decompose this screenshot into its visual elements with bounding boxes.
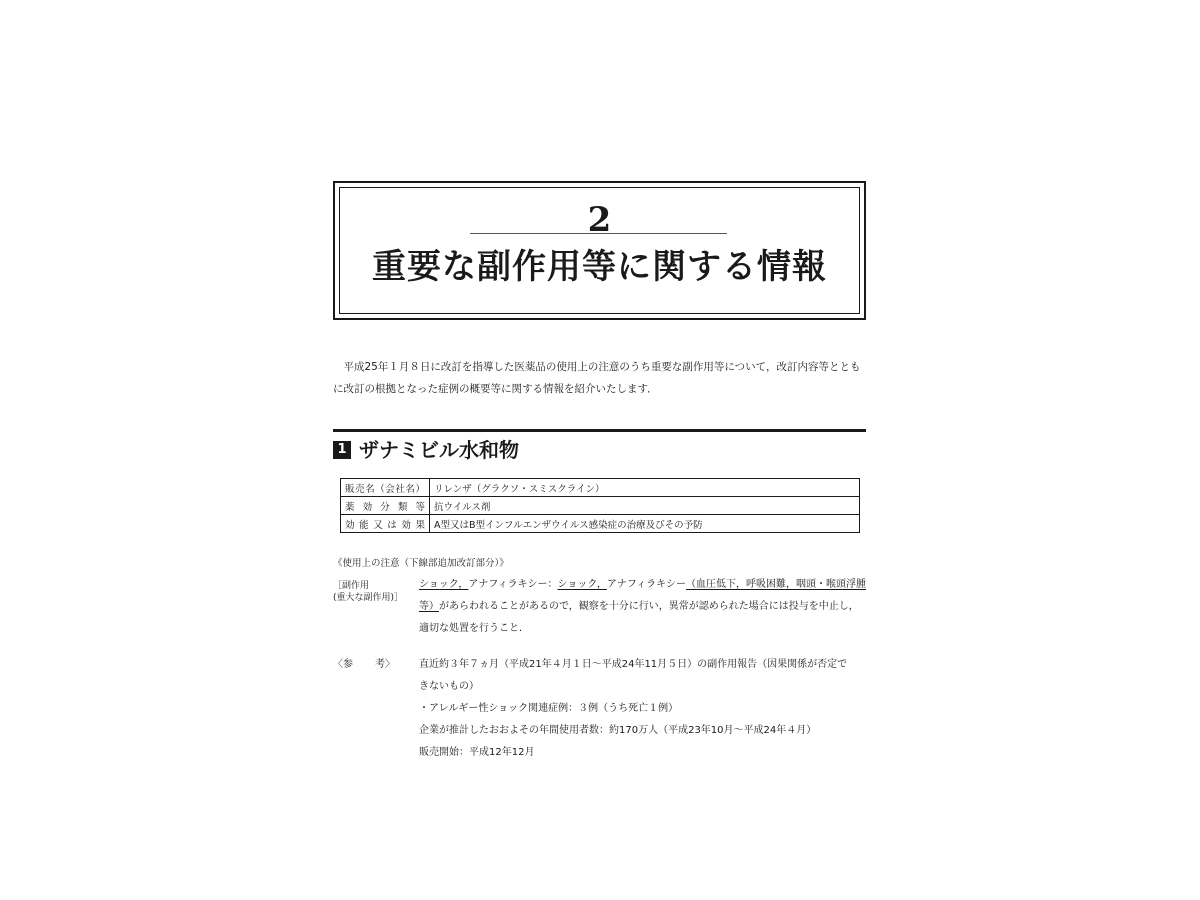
drug-info-table <box>340 478 860 533</box>
chapter-title-inner-border <box>339 187 860 314</box>
chapter-divider <box>470 233 727 234</box>
chapter-title-box <box>333 181 866 320</box>
side-effect-label <box>333 580 403 604</box>
reference-label <box>333 654 395 676</box>
underlined-text: （血圧低下，呼吸困難，咽頭・喉頭浮腫等） <box>419 579 867 612</box>
precautions-title: 《使用上の注意（下線部追加改訂部分）》 <box>333 558 509 569</box>
plain-text: アナフィラキシー <box>606 579 687 590</box>
table-label: 薬効分類等 <box>341 497 430 515</box>
side-effect-label-line2: (重大な副作用)］ <box>333 593 404 603</box>
reference-label-part1: 〈参 <box>333 659 353 670</box>
table-label: 効能又は効果 <box>341 515 430 533</box>
section-rule <box>333 429 866 432</box>
underlined-text: ショック， <box>419 579 469 590</box>
reference-line: きないもの） <box>419 681 479 692</box>
plain-text: があらわれることがあるので，観察を十分に行い，異常が認められた場合には投与を中止し，適切な処置を行うこと． <box>419 601 859 634</box>
reference-label-part2: 考〉 <box>375 659 395 670</box>
table-value: リレンザ（グラクソ・スミスクライン） <box>430 479 860 497</box>
plain-text: アナフィラキシー： <box>468 579 558 590</box>
chapter-number: 2 <box>587 200 612 240</box>
drug-number-badge: 1 <box>333 441 351 459</box>
underlined-text: ショック， <box>557 579 607 590</box>
reference-line: ・アレルギー性ショック関連症例：３例（うち死亡１例） <box>419 703 679 714</box>
table-row <box>341 515 860 533</box>
chapter-title: 重要な副作用等に関する情報 <box>372 247 827 287</box>
side-effect-text <box>419 574 867 640</box>
table-value: 抗ウイルス剤 <box>430 497 860 515</box>
side-effect-label-line1: ［副作用 <box>333 581 370 591</box>
reference-text <box>419 654 867 764</box>
drug-name: ザナミビル水和物 <box>359 438 519 462</box>
drug-heading <box>333 437 519 463</box>
reference-line: 直近約３年７ヵ月（平成21年４月１日～平成24年11月５日）の副作用報告（因果関係が否定で <box>419 659 848 670</box>
reference-line: 販売開始：平成12年12月 <box>419 747 535 758</box>
table-row <box>341 479 860 497</box>
table-label: 販売名（会社名） <box>341 479 430 497</box>
reference-line: 企業が推計したおおよその年間使用者数：約170万人（平成23年10月～平成24年４月） <box>419 725 817 736</box>
intro-paragraph: 平成25年１月８日に改訂を指導した医薬品の使用上の注意のうち重要な副作用等について，改訂内容等とともに改訂の根拠となった症例の概要等に関する情報を紹介いたします． <box>333 361 861 395</box>
table-value: A型又はB型インフルエンザウイルス感染症の治療及びその予防 <box>430 515 860 533</box>
table-row <box>341 497 860 515</box>
